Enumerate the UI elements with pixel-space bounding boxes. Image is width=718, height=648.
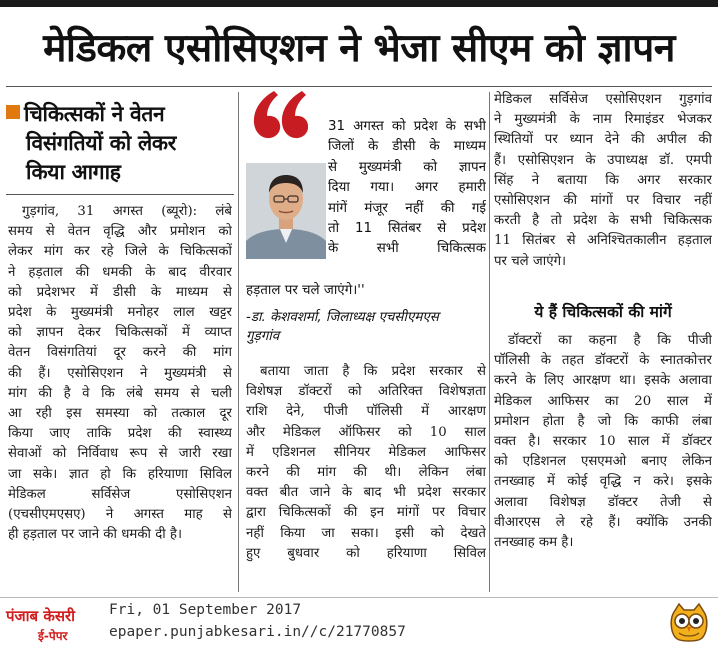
text-line: नहीं किया जा सका। इसी को देखते xyxy=(246,525,486,541)
text-line: जा सके। ज्ञात हो कि हरियाणा सिविल xyxy=(8,466,232,482)
owl-icon xyxy=(668,602,710,644)
text-line: मांगें मंजूर नहीं की गई xyxy=(328,200,486,216)
text-line: को एडिशनल एसएमओ बनाए लेकिन xyxy=(494,454,712,470)
quote-attribution xyxy=(246,308,486,346)
text-line: (एचसीएमएसए) ने अगस्त माह से xyxy=(8,507,232,523)
text-line: हुए बुधवार को हरियाणा सिविल xyxy=(246,545,486,561)
text-line: एसोसिएशन की मांगों पर विचार नहीं xyxy=(494,193,712,209)
attribution-line: गुड़गांव xyxy=(246,329,280,344)
text-line: में एडिशनल सीनियर मेडिकल आफिसर xyxy=(246,444,486,460)
text-line: करती है तो प्रदेश के सभी चिकित्सक xyxy=(494,213,712,229)
text-line: के सभी चिकित्सक xyxy=(328,241,486,257)
text-line: ने हड़ताल की धमकी के बाद वीरवार xyxy=(8,264,232,280)
column-divider xyxy=(238,92,239,592)
attribution-line: -डा. केशवशर्मा, जिलाध्यक्ष एचसीएमएस xyxy=(246,310,439,325)
article-column-1 xyxy=(8,202,232,545)
text-line: मेडिकल आफिसर का 20 साल में xyxy=(494,393,712,409)
text-line: पॉलिसी के तहत डॉक्टरों के स्नातकोत्तर xyxy=(494,353,712,369)
article-column-2 xyxy=(246,362,486,564)
text-line: सेवाओं को निर्विवाध रूप से जारी रखा xyxy=(8,446,232,462)
quote-text-end xyxy=(246,281,486,301)
text-line: तनख्वाह में कोई वृद्धि न करे। इसके xyxy=(494,474,712,490)
subheadline-line: किया आगाह xyxy=(26,160,121,184)
newspaper-logo: पंजाब केसरी xyxy=(6,607,76,625)
subheadline-line: चिकित्सकों ने वेतन xyxy=(24,102,165,126)
footer-rule xyxy=(0,597,718,598)
text-line: की हैं। एसोसिएशन ने मुख्यमंत्री से xyxy=(8,365,232,381)
headline-rule xyxy=(6,86,712,87)
text-line: वीआरएस ले रहे हैं। क्योंकि उनकी xyxy=(494,514,712,530)
text-line: राशि देने, पीजी पॉलिसी में आरक्षण xyxy=(246,404,486,420)
publication-date: Fri, 01 September 2017 xyxy=(109,602,302,618)
text-line: से मुख्यमंत्री को ज्ञापन xyxy=(328,159,486,175)
text-line: सिंह ने बताया कि अगर सरकार xyxy=(494,172,712,188)
text-line: किया जाए ताकि प्रदेश की स्वास्थ्य xyxy=(8,426,232,442)
text-line: समय से वेतन वृद्धि और प्रमोशन को xyxy=(8,224,232,240)
text-line: आ रही इस समस्या को तत्काल दूर xyxy=(8,406,232,422)
subheadline-rule xyxy=(6,194,234,195)
text-line: वेतन विसंगतियां दूर करने की मांग xyxy=(8,345,232,361)
text-line: वक्त है। सरकार 10 साल में डॉक्टर xyxy=(494,434,712,450)
text-line: हैं। एसोसिएशन के उपाध्यक्ष डॉ. एमपी xyxy=(494,152,712,168)
text-line: मेडिकल सर्विसेज एसोसिएशन गुड़गांव xyxy=(494,92,712,107)
text-line: हड़ताल पर चले जाएंगे।'' xyxy=(246,283,365,298)
text-line: ही हड़ताल पर जाने की धमकी दी है। xyxy=(8,527,183,543)
text-line: विशेषज्ञ डॉक्टरों को अतिरिक्त विशेषज्ञता xyxy=(246,384,486,400)
text-line: स्थितियों पर ध्यान देने की अपील की xyxy=(494,132,712,148)
text-line: पर चले जाएंगे। xyxy=(494,253,567,269)
column-divider xyxy=(489,92,490,592)
text-line: को प्रदेशभर में डीसी के माध्यम से xyxy=(8,284,232,300)
bullet-square-icon xyxy=(6,105,20,119)
text-line: बताया जाता है कि प्रदेश सरकार से xyxy=(260,364,486,379)
text-line: मेडिकल सर्विसेज एसोसिएशन xyxy=(8,486,232,502)
source-url[interactable]: epaper.punjabkesari.in//c/21770857 xyxy=(109,624,406,640)
quote-text xyxy=(328,117,486,260)
text-line: डॉक्टरों का कहना है कि पीजी xyxy=(508,333,712,348)
text-line: वक्त बीत जाने के बाद भी प्रदेश सरकार xyxy=(246,485,486,501)
text-line: गुड़गांव, 31 अगस्त (ब्यूरो): लंबे xyxy=(22,204,232,219)
text-line: दिया गया। अगर हमारी xyxy=(328,180,486,196)
text-line: करने की मांग की थी। लेकिन लंबा xyxy=(246,465,486,481)
box-heading: ये हैं चिकित्सकों की मांगें xyxy=(534,303,672,321)
text-line: द्वारा चिकित्सकों की इन मांगों पर विचार xyxy=(246,505,486,521)
text-line: प्रदेश के मुख्यमंत्री मनोहर लाल खट्टर xyxy=(8,305,232,321)
article-column-3 xyxy=(494,90,712,272)
quote-mark-icon xyxy=(250,87,308,145)
page-headline: मेडिकल एसोसिएशन ने भेजा सीएम को ज्ञापन xyxy=(43,26,675,71)
text-line: 11 सितंबर से अनिश्चितकालीन हड़ताल xyxy=(494,233,712,249)
subheadline xyxy=(6,100,234,187)
doctor-photo xyxy=(246,163,326,259)
top-border xyxy=(0,0,718,7)
text-line: को ज्ञापन देकर चिकित्सकों में व्याप्त xyxy=(8,325,232,341)
text-line: ने मुख्यमंत्री के नाम रिमाइंडर भेजकर xyxy=(494,112,712,128)
article-column-3-box xyxy=(494,331,712,553)
epaper-label: ई-पेपर xyxy=(38,629,68,643)
subheadline-line: विसंगतियों को लेकर xyxy=(26,131,177,155)
text-line: तो 11 सितंबर से प्रदेश xyxy=(328,221,486,237)
text-line: और मेडिकल ऑफिसर को 10 साल xyxy=(246,424,486,440)
text-line: लेकर मांग कर रहे जिले के चिकित्सकों xyxy=(8,244,232,260)
text-line: करने के लिए आरक्षण था। इसके अलावा xyxy=(494,373,712,389)
text-line: मांग की है वे कि लंबे समय से चली xyxy=(8,385,232,401)
text-line: प्रमोशन होता है जो कि काफी लंबा xyxy=(494,413,712,429)
text-line: जिलों के डीसी के माध्यम xyxy=(328,139,486,155)
text-line: तनख्वाह कम है। xyxy=(494,535,574,551)
text-line: अलावा विशेषज्ञ डॉक्टर तेजी से xyxy=(494,494,712,510)
text-line: 31 अगस्त को प्रदेश के सभी xyxy=(328,119,486,134)
